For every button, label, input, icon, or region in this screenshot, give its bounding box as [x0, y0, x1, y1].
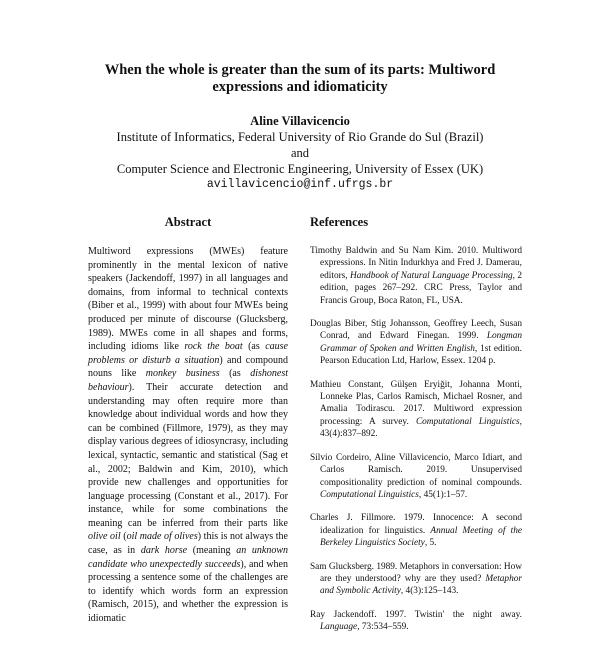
text-run: Douglas Biber, Stig Johansson, Geoffrey Leech, Susan Conrad, and Edward Finegan. 1999. [310, 319, 522, 342]
italic-text: Handbook of Natural Language Processing [350, 270, 513, 281]
text-run: ) and compound nouns like [88, 354, 288, 380]
text-run: ), and when processing a sentence some of the challenges are to identify which words form an expression (Ramisch, 2015), and whether the expression is idiomatic [88, 558, 288, 625]
text-run: , 73:534–559. [357, 622, 409, 633]
text-run: , 2 edition, pages 267–292. CRC Press, Taylor and Francis Group, Boca Raton, FL, USA. [320, 270, 523, 306]
italic-text: Longman Grammar of Spoken and Written English [320, 331, 522, 354]
reference-entry [310, 452, 522, 502]
italic-text: an unknown candidate who unexpectedly succeeds [88, 545, 289, 570]
text-run: Multiword expressions (MWEs) feature prominently in the mental lexicon of native speakers (Jackendoff, 1997) in all languages and domains, from informal to technical contexts (Biber et al., 1999) with about four MWEs being produced per minute of discourse (Glucksberg, 1989). MWEs come in all shapes and forms, including idioms like [88, 246, 288, 353]
author-name: Aline Villavicencio [250, 114, 350, 128]
reference-entry [310, 609, 522, 634]
paper-header [0, 62, 600, 193]
reference-entry [310, 512, 522, 549]
italic-text: dark horse [140, 545, 188, 557]
text-run: , 43(4):837–892. [320, 416, 522, 440]
text-run: ) this is not always the case, as in [88, 531, 288, 557]
abstract-heading: Abstract [164, 215, 212, 229]
reference-entry [310, 318, 522, 368]
text-run: ). Their accurate detection and understanding may often require more than knowledge about individual words and how they can be combined (Fillmore, 1979), as they may display various degrees of idiosyncrasy, including lexical, syntactic, semantic and statistical (Sag et al., 2002; Baldwin and Kim, 2010), which provide new challenges and opportunities for language processing (Constant et al., 2017). For instance, while for some combinations the meaning can be inferred from their parts like [88, 381, 288, 529]
text-run: (as [219, 368, 251, 380]
affiliation-1: Institute of Informatics, Federal University of Rio Grande do Sul (Brazil) [116, 130, 484, 144]
text-run: , 5. [424, 538, 437, 549]
references-column [310, 214, 522, 645]
text-run: (meaning [187, 545, 237, 557]
affiliation-2: Computer Science and Electronic Engineering, University of Essex (UK) [116, 162, 484, 176]
italic-text: Computational Linguistics [415, 416, 520, 427]
italic-text: Metaphor and Symbolic Activity [320, 573, 522, 597]
reference-entry [310, 379, 522, 441]
text-run: , 45(1):1–57. [418, 489, 468, 500]
italic-text: oil made of olives [126, 531, 198, 543]
text-run: , 1st edition. Pearson Education Ltd, Harlow, Essex. 1204 p. [320, 343, 522, 367]
text-run: Charles J. Fillmore. 1979. Innocence: A second idealization for linguistics. [310, 513, 522, 536]
text-run: (as [242, 341, 266, 353]
italic-text: Language [320, 622, 358, 633]
text-run: Timothy Baldwin and Su Nam Kim. 2010. Multiword expressions. In Nitin Indurkhya and Fred J. Damerau, editors, [310, 246, 522, 281]
author-email[interactable]: avillavicencio@inf.ufrgs.br [206, 178, 394, 191]
italic-text: dishonest behaviour [88, 368, 288, 393]
references-heading: References [310, 215, 369, 229]
text-run: Silvio Cordeiro, Aline Villavicencio, Marco Idiart, and Carlos Ramisch. 2019. Unsupervised compositionality prediction of nominal compounds. [310, 452, 522, 488]
text-run: Mathieu Constant, Gülşen Eryiğit, Johanna Monti, Lonneke Plas, Carlos Ramisch, Michael Rosner, and Amalia Todirascu. 2017. Multiword expression processing: A survey. [310, 379, 522, 427]
abstract-column [88, 214, 288, 626]
abstract-body [88, 245, 288, 626]
text-run: , 4(3):125–143. [400, 586, 459, 597]
italic-text: cause problems or disturb a situation [88, 341, 288, 366]
paper-title: When the whole is greater than the sum of its parts: Multiword expressions and idiomaticity [104, 62, 496, 95]
text-run: ( [120, 531, 127, 543]
references-list [310, 245, 522, 634]
author-block [0, 113, 600, 193]
text-run: Sam Glucksberg. 1989. Metaphors in conversation: How are they understood? why are they used? [310, 561, 522, 584]
italic-text: Annual Meeting of the Berkeley Linguistics Society [320, 525, 522, 549]
italic-text: rock the boat [184, 341, 243, 353]
italic-text: monkey business [145, 368, 220, 380]
reference-entry [310, 245, 522, 307]
reference-entry [310, 561, 522, 598]
affiliation-conjunction: and [290, 146, 310, 160]
italic-text: olive oil [88, 531, 121, 543]
text-run: Ray Jackendoff. 1997. Twistin' the night away. [310, 609, 522, 620]
italic-text: Computational Linguistics [320, 489, 419, 500]
